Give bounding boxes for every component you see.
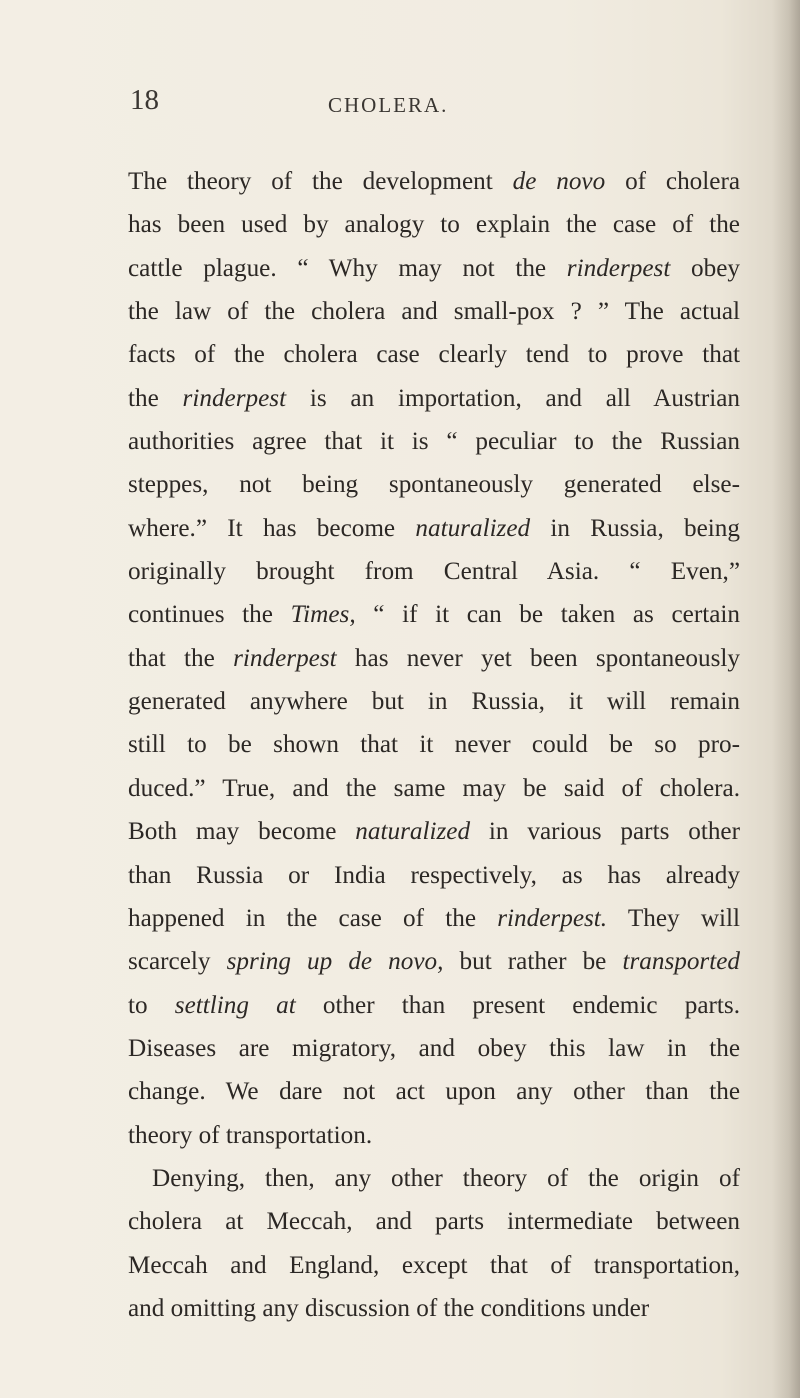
text-line	[128, 160, 740, 203]
text-run: but rather be	[443, 948, 623, 976]
text-run: generated anywhere but in Russia, it will remain	[128, 688, 740, 716]
text-run: to	[128, 991, 175, 1019]
text-line	[128, 463, 740, 506]
text-run: other than present endemic parts.	[295, 991, 740, 1019]
text-line	[128, 1200, 740, 1243]
text-run: happened in the case of the	[128, 904, 498, 932]
text-run: obey	[670, 254, 740, 282]
text-line	[128, 377, 740, 420]
text-line	[128, 680, 740, 723]
text-run: in Russia, being	[530, 514, 740, 542]
text-run: duced.” True, and the same may be said of cholera.	[128, 774, 740, 802]
text-run: authorities agree that it is “ peculiar to the Russian	[128, 428, 740, 456]
text-line	[128, 767, 740, 810]
italic-text-run: naturalized	[355, 818, 471, 846]
text-run: The theory of the development	[128, 168, 513, 195]
italic-text-run: naturalized	[415, 514, 531, 542]
text-run: steppes, not being spontaneously generated else-	[128, 471, 740, 499]
text-line	[128, 1244, 740, 1287]
text-line	[128, 420, 740, 463]
text-line	[128, 1114, 740, 1157]
italic-text-run: settling at	[174, 991, 296, 1019]
text-line	[128, 593, 740, 636]
italic-text-run: spring up de novo,	[226, 948, 444, 976]
text-line	[128, 1070, 740, 1113]
text-run: “ if it can be taken as certain	[355, 601, 740, 629]
text-run: that the	[128, 644, 234, 672]
text-run: in various parts other	[470, 818, 740, 846]
text-line	[128, 810, 740, 853]
text-run: still to be shown that it never could be so pro-	[128, 731, 740, 759]
text-run: originally brought from Central Asia. “ Even,”	[128, 558, 740, 586]
text-run: the law of the cholera and small-pox ? ” The actual	[128, 298, 740, 326]
italic-text-run: de novo	[512, 168, 606, 195]
text-line	[128, 1027, 740, 1070]
text-run: cattle plague. “ Why may not the	[128, 254, 567, 282]
text-line	[128, 637, 740, 680]
text-run: is an importation, and all Austrian	[286, 384, 740, 412]
italic-text-run: rinderpest.	[497, 904, 608, 932]
text-line	[128, 854, 740, 897]
text-line	[128, 203, 740, 246]
text-run: facts of the cholera case clearly tend to prove that	[128, 341, 740, 369]
text-line	[128, 984, 740, 1027]
text-run: They will	[607, 904, 740, 932]
text-run: has never yet been spontaneously	[336, 644, 740, 672]
text-run: Meccah and England, except that of transportation,	[128, 1251, 740, 1279]
text-run: Diseases are migratory, and obey this law in the	[128, 1034, 740, 1062]
text-run: cholera at Meccah, and parts intermediate between	[128, 1208, 740, 1236]
text-run: has been used by analogy to explain the case of the	[128, 211, 740, 239]
text-run: Denying, then, any other theory of the origin of	[152, 1164, 740, 1192]
italic-text-run: Times,	[290, 601, 356, 629]
text-line	[128, 1287, 740, 1330]
text-line	[128, 897, 740, 940]
italic-text-run: transported	[622, 948, 741, 976]
text-run: theory of transportation.	[128, 1121, 373, 1149]
text-run: where.” It has become	[128, 514, 416, 542]
italic-text-run: rinderpest	[233, 644, 337, 672]
text-run: the	[128, 384, 183, 412]
italic-text-run: rinderpest	[182, 384, 287, 412]
text-line	[128, 723, 740, 766]
page-number: 18	[130, 84, 159, 116]
text-run: continues the	[128, 601, 291, 629]
body-text	[128, 160, 740, 1330]
running-head: CHOLERA.	[328, 93, 449, 117]
text-line	[128, 940, 740, 983]
text-run: change. We dare not act upon any other than the	[128, 1078, 740, 1106]
text-run: and omitting any discussion of the conditions under	[128, 1294, 650, 1322]
text-line	[128, 550, 740, 593]
text-line	[128, 333, 740, 376]
text-line	[128, 507, 740, 550]
text-run: Both may become	[128, 818, 356, 846]
text-line	[128, 1157, 740, 1200]
text-run: of cholera	[605, 168, 741, 195]
text-line	[128, 247, 740, 290]
page-edge-shadow	[772, 0, 800, 1398]
text-line	[128, 290, 740, 333]
page-header	[130, 84, 740, 124]
text-run: than Russia or India respectively, as has already	[128, 861, 740, 889]
italic-text-run: rinderpest	[566, 254, 671, 282]
text-run: scarcely	[128, 948, 227, 976]
